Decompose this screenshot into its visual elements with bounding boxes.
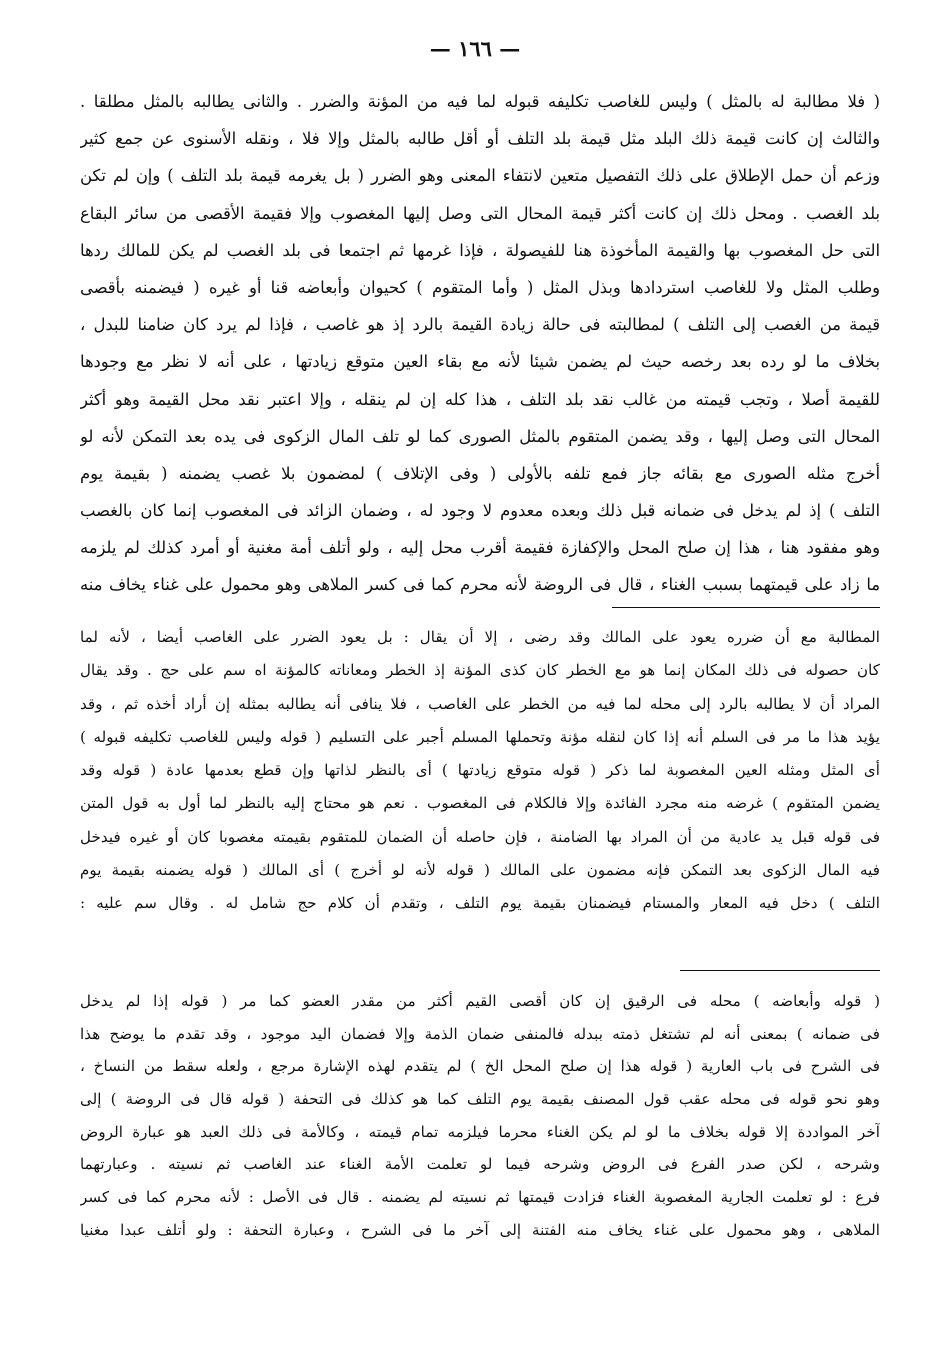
main-text-line: التلف ) إذ لم يدخل فى ضمانه قبل ذلك وبعده معدوم لا وجود له ، وضمان الزائد فى المغصوب إنما كان بالغصب — [80, 501, 880, 521]
commentary-line: فى قوله قبل يد عادية من أن المراد بها الضامنة ، فإن حاصله أن الضمان للمتقوم بقيمته مغصوبا كان أو غيره فيدخل — [80, 827, 880, 846]
commentary-line: المطالبة مع أن ضرره يعود على المالك وقد رضى ، إلا أن يقال : بل يعود الضرر على الغاصب أيضا ، لأنه لما — [80, 628, 880, 646]
main-text-line: ما زاد على قيمتهما بسبب الغناء ، قال فى الروضة لأنه محرم كما فى كسر الملاهى وهو محمول على غناء يخاف منه — [80, 575, 880, 595]
commentary-line: ( قوله وأبعاضه ) محله فى الرقيق إن كان أقصى القيم أكثر من مقدر العضو كما مر ( قوله إذا لم يدخل — [80, 992, 880, 1010]
main-text-line: بخلاف ما لو رده بعد رخصه حيث لم يضمن شيئا لأنه مع بقاء العين متوقع زيادتها ، على أنه لا نظر مع وجودها — [80, 352, 880, 372]
main-text-line: للقيمة أصلا ، وتجب قيمته من غالب نقد بلد التلف ، هذا كله إن لم ينقله ، وإلا اعتبر نقد محل القيمة وهو أكثر — [80, 389, 880, 409]
main-text-line: وطلب المثل ولا للغاصب استردادها وبذل المثل ( وأما المتقوم ) كحيوان وأبعاضه قنا أو غيره ( فيضمنه بأقصى — [80, 277, 880, 297]
commentary-line: أى المثل ومثله العين المغصوبة لما ذكر ( قوله متوقع زيادتها ) أى بالنظر لذاتها وإن قطع بعدمها عادة ( قوله وقد — [80, 761, 880, 780]
main-text-line: قيمة من الغصب إلى التلف ) لمطالبته فى حالة زيادة القيمة بالرد إذ هو غاصب ، فإذا لم يرد كان ضامنا للبدل ، — [80, 315, 880, 335]
main-text-line: أخرج مثله الصورى مع بقائه جاز فمع تلفه بالأولى ( وفى الإتلاف ) لمضمون بلا غصب يضمنه ( بقيمة يوم — [80, 463, 880, 483]
main-text-line: التى حل المغصوب بها والقيمة المأخوذة هنا للفيصولة ، فإذا غرمها ثم اجتمعا فى بلد الغصب لم يكن للمالك ردها — [80, 240, 880, 260]
commentary-line: آخر المواددة إلا قوله بخلاف ما لو لم يكن الغناء محرما فيلزمه تمام قيمته ، وكالأمة فى ذلك العبد هو عبارة الروض — [80, 1122, 880, 1141]
commentary-line: المراد أن لا يطالبه بالرد إلى محله لما فيه من الخطر على الغاصب ، فلا ينافى أنه يطالبه بمثله إن أراد أخذه ثم ، وقد — [80, 694, 880, 713]
commentary-line: فى الشرح فى باب العارية ( قوله هذا إن صلح المحل الخ ) لم يتقدم لهذه الإشارة مرجع ، ولعله سقط من النساخ ، — [80, 1057, 880, 1076]
section-divider — [680, 970, 880, 971]
commentary-second — [80, 985, 880, 1247]
main-text-line: المحال التى وصل إليها ، وقد يضمن المتقوم بالمثل الصورى كما لو تلف المال الزكوى فى يده بعد التمكن لأنه لو — [80, 426, 880, 446]
commentary-line: وهو نحو قوله فى محله عقب قول المصنف بقيمة يوم التلف كما هو كذلك فى التحفة ( قوله قال فى الروضة ) إلى — [80, 1090, 880, 1109]
commentary-line: يضمن المتقوم ) غرضه منه مجرد الفائدة وإلا فالكلام فى المغصوب . نعم هو محتاج إليه بالنظر لما أول به قول المتن — [80, 794, 880, 813]
section-divider — [612, 607, 880, 608]
commentary-line: التلف ) دخل فيه المعار والمستام فيضمنان بقيمة يوم التلف ، وتقدم أن كلام حج شامل له . وقال سم عليه : — [80, 894, 880, 913]
commentary-line: فرع : لو تعلمت الجارية المغصوبة الغناء فزادت قيمتها ثم نسيته لم يضمنه . قال فى الأصل : لأنه محرم كما فى كسر — [80, 1188, 880, 1207]
main-text-line: وهو مفقود هنا ، هذا إن صلح المحل والإكفازة فقيمة أقرب محل إليه ، ولو أتلف أمة مغنية أو أمرد كذلك لم يلزمه — [80, 538, 880, 558]
main-text-line: والثالث إن كانت قيمة ذلك البلد مثل قيمة بلد التلف أو أقل طالبه بالمثل وإلا فلا ، ونقله الأسنوى عن جمع كثير — [80, 129, 880, 149]
main-text — [80, 83, 880, 604]
commentary-line: يؤيد هذا ما مر فى السلم أنه إذا كان لنقله مؤنة وتحملها المسلم أجبر على التسليم ( قوله وليس للغاصب تكليفه قبوله ) — [80, 727, 880, 746]
commentary-line: فيه المال الزكوى بعد التمكن فإنه مضمون على المالك ( قوله لأنه لو أخرج ) أى المالك ( قوله يضمنه بقيمة يوم — [80, 861, 880, 880]
commentary-line: كان حصوله فى ذلك المكان إنما هو مع الخطر كان كذى المؤنة إذ الخطر ومعاناته كالمؤنة اه سم على حج . وقد يقال — [80, 661, 880, 680]
commentary-line: فى ضمانه ) بمعنى أنه لم تشتغل ذمته ببدله فالمنفى ضمان الذمة وإلا فضمان اليد موجود ، وقد تقدم ما يوضح هذا — [80, 1024, 880, 1043]
main-text-line: بلد الغصب . ومحل ذلك إن كانت أكثر قيمة المحال التى وصل إليها المغصوب وإلا فقيمة الأقصى من سائر البقاع — [80, 203, 880, 223]
page-number: — ١٦٦ — — [429, 36, 521, 61]
main-text-line: وزعم أن حمل الإطلاق على ذلك التفصيل متعين لانتفاء المعنى وهو الضرر ( بل يغرمه قيمة بلد التلف ) وإن لم تكن — [80, 166, 880, 186]
commentary-line: وشرحه ، لكن صدر الفرع فى الروض وشرحه فيما لو تعلمت الأمة الغناء عند الغاصب ثم نسيته . وعبارتهما — [80, 1155, 880, 1174]
main-text-line: ( فلا مطالبة له بالمثل ) وليس للغاصب تكليفه قبوله لما فيه من المؤنة والضرر . والثانى يطالبه بالمثل مطلقا . — [80, 92, 880, 111]
commentary-first — [80, 621, 880, 921]
commentary-line: الملاهى ، وهو محمول على غناء يخاف منه الفتنة إلى آخر ما فى الشرح ، وعبارة التحفة : ولو أتلف عبدا مغنيا — [80, 1220, 880, 1239]
